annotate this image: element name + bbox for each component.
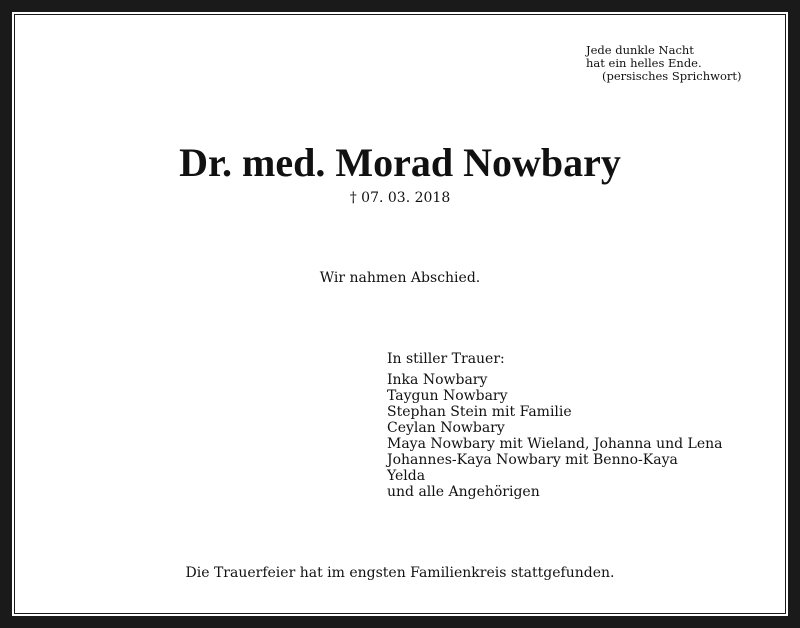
funeral-note: Die Trauerfeier hat im engsten Familienkreis stattgefunden.	[185, 565, 615, 581]
proverb-attribution: (persisches Sprichwort)	[602, 69, 742, 83]
proverb-line-1: Jede dunkle Nacht	[586, 43, 694, 57]
mourners-list	[387, 372, 722, 500]
deceased-name: Dr. med. Morad Nowbary	[179, 140, 621, 185]
mourner-name: Stephan Stein mit Familie	[387, 404, 572, 420]
mourner-name: Taygun Nowbary	[387, 388, 508, 404]
proverb	[586, 44, 741, 83]
mourner-name: Inka Nowbary	[387, 372, 488, 388]
inner-frame	[14, 14, 786, 614]
mourners-heading: In stiller Trauer:	[387, 351, 505, 367]
farewell-text: Wir nahmen Abschied.	[319, 270, 481, 286]
mourner-name: und alle Angehörigen	[387, 484, 540, 500]
mourner-name: Johannes-Kaya Nowbary mit Benno-Kaya	[387, 452, 678, 468]
proverb-line-2: hat ein helles Ende.	[586, 56, 702, 70]
mourner-name: Ceylan Nowbary	[387, 420, 505, 436]
mourner-name: Yelda	[387, 468, 426, 484]
mourner-name: Maya Nowbary mit Wieland, Johanna und Lena	[387, 436, 723, 452]
death-date: † 07. 03. 2018	[349, 190, 451, 206]
mourners-block	[387, 351, 722, 500]
